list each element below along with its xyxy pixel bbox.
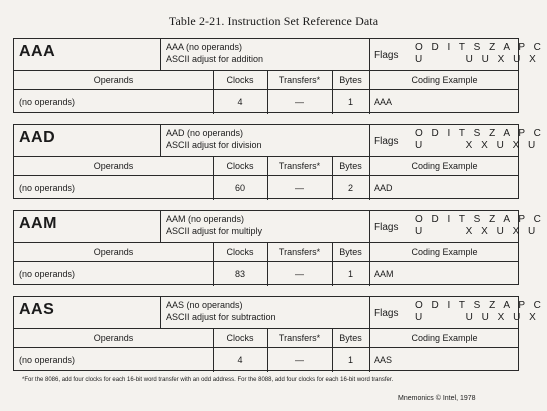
description-text: ASCII adjust for addition bbox=[166, 54, 264, 64]
column-header-row bbox=[14, 242, 518, 262]
header-bytes: Bytes bbox=[339, 333, 362, 343]
cell-clocks: 4 bbox=[237, 355, 243, 365]
divider bbox=[369, 211, 370, 242]
cell-transfers: — bbox=[295, 183, 304, 193]
header-coding-example: Coding Example bbox=[411, 75, 478, 85]
header-operands: Operands bbox=[93, 75, 134, 85]
instruction-block-aas bbox=[13, 296, 544, 371]
mnemonic: AAM bbox=[19, 215, 57, 232]
cell-bytes: 1 bbox=[347, 269, 353, 279]
header-transfers: Transfers* bbox=[278, 161, 321, 171]
table-row bbox=[14, 347, 518, 372]
header-coding-example: Coding Example bbox=[411, 161, 478, 171]
description-syntax: AAA (no operands) bbox=[166, 42, 243, 52]
flags-letters: O D I T S Z A P C bbox=[415, 214, 544, 225]
cell-coding-example: AAD bbox=[374, 183, 393, 193]
cell-transfers: — bbox=[295, 97, 304, 107]
flags-label: Flags bbox=[374, 222, 399, 233]
header-bytes: Bytes bbox=[339, 161, 362, 171]
cell-clocks: 83 bbox=[234, 269, 245, 279]
mnemonic: AAD bbox=[19, 129, 56, 146]
flags-letters: O D I T S Z A P C bbox=[415, 42, 544, 53]
flags-letters: O D I T S Z A P C bbox=[415, 300, 544, 311]
header-clocks: Clocks bbox=[226, 161, 254, 171]
header-clocks: Clocks bbox=[226, 247, 254, 257]
header-transfers: Transfers* bbox=[278, 247, 321, 257]
header-operands: Operands bbox=[93, 333, 134, 343]
cell-bytes: 1 bbox=[347, 355, 353, 365]
flags-label: Flags bbox=[374, 308, 399, 319]
divider bbox=[369, 39, 370, 70]
instruction-block-aad bbox=[13, 124, 544, 199]
flags-values: U U U X U X bbox=[415, 312, 539, 323]
divider bbox=[369, 297, 370, 328]
table-row bbox=[14, 175, 518, 200]
divider bbox=[160, 125, 161, 156]
header-operands: Operands bbox=[93, 247, 134, 257]
footnote: *For the 8086, add four clocks for each 16-bit word transfer with an odd address. For the 8088, add four clocks for each 16-bit word transfer. bbox=[22, 377, 394, 383]
header-clocks: Clocks bbox=[226, 333, 254, 343]
flags-values: U X X U X U bbox=[415, 226, 539, 237]
cell-operands: (no operands) bbox=[19, 183, 76, 193]
divider bbox=[160, 211, 161, 242]
cell-bytes: 1 bbox=[347, 97, 353, 107]
flags-values: U X X U X U bbox=[415, 140, 539, 151]
cell-coding-example: AAA bbox=[374, 97, 393, 107]
cell-operands: (no operands) bbox=[19, 269, 76, 279]
page-title: Table 2-21. Instruction Set Reference Data bbox=[168, 14, 379, 28]
flags-label: Flags bbox=[374, 50, 399, 61]
table-row bbox=[14, 261, 518, 286]
instruction-block-aaa bbox=[13, 38, 544, 113]
cell-bytes: 2 bbox=[347, 183, 353, 193]
cell-coding-example: AAS bbox=[374, 355, 393, 365]
cell-operands: (no operands) bbox=[19, 355, 76, 365]
cell-clocks: 60 bbox=[234, 183, 245, 193]
credit-line: Mnemonics © Intel, 1978 bbox=[398, 395, 476, 402]
column-header-row bbox=[14, 156, 518, 176]
header-coding-example: Coding Example bbox=[411, 333, 478, 343]
flags-letters: O D I T S Z A P C bbox=[415, 128, 544, 139]
cell-transfers: — bbox=[295, 269, 304, 279]
mnemonic: AAS bbox=[19, 301, 55, 318]
column-header-row bbox=[14, 70, 518, 90]
description-syntax: AAM (no operands) bbox=[166, 214, 245, 224]
header-transfers: Transfers* bbox=[278, 333, 321, 343]
instruction-description bbox=[166, 41, 263, 65]
cell-coding-example: AAM bbox=[374, 269, 394, 279]
flags-values: U U U X U X bbox=[415, 54, 539, 65]
divider bbox=[160, 39, 161, 70]
description-text: ASCII adjust for subtraction bbox=[166, 312, 276, 322]
header-operands: Operands bbox=[93, 161, 134, 171]
flags-label: Flags bbox=[374, 136, 399, 147]
table-row bbox=[14, 89, 518, 114]
instruction-description bbox=[166, 299, 276, 323]
description-text: ASCII adjust for multiply bbox=[166, 226, 263, 236]
column-header-row bbox=[14, 328, 518, 348]
description-syntax: AAD (no operands) bbox=[166, 128, 244, 138]
header-clocks: Clocks bbox=[226, 75, 254, 85]
cell-transfers: — bbox=[295, 355, 304, 365]
instruction-block-aam bbox=[13, 210, 544, 285]
divider bbox=[160, 297, 161, 328]
instruction-description bbox=[166, 213, 262, 237]
mnemonic: AAA bbox=[19, 43, 56, 60]
cell-clocks: 4 bbox=[237, 97, 243, 107]
instruction-description bbox=[166, 127, 262, 151]
header-bytes: Bytes bbox=[339, 75, 362, 85]
cell-operands: (no operands) bbox=[19, 97, 76, 107]
divider bbox=[369, 125, 370, 156]
header-bytes: Bytes bbox=[339, 247, 362, 257]
header-coding-example: Coding Example bbox=[411, 247, 478, 257]
description-syntax: AAS (no operands) bbox=[166, 300, 243, 310]
header-transfers: Transfers* bbox=[278, 75, 321, 85]
description-text: ASCII adjust for division bbox=[166, 140, 262, 150]
